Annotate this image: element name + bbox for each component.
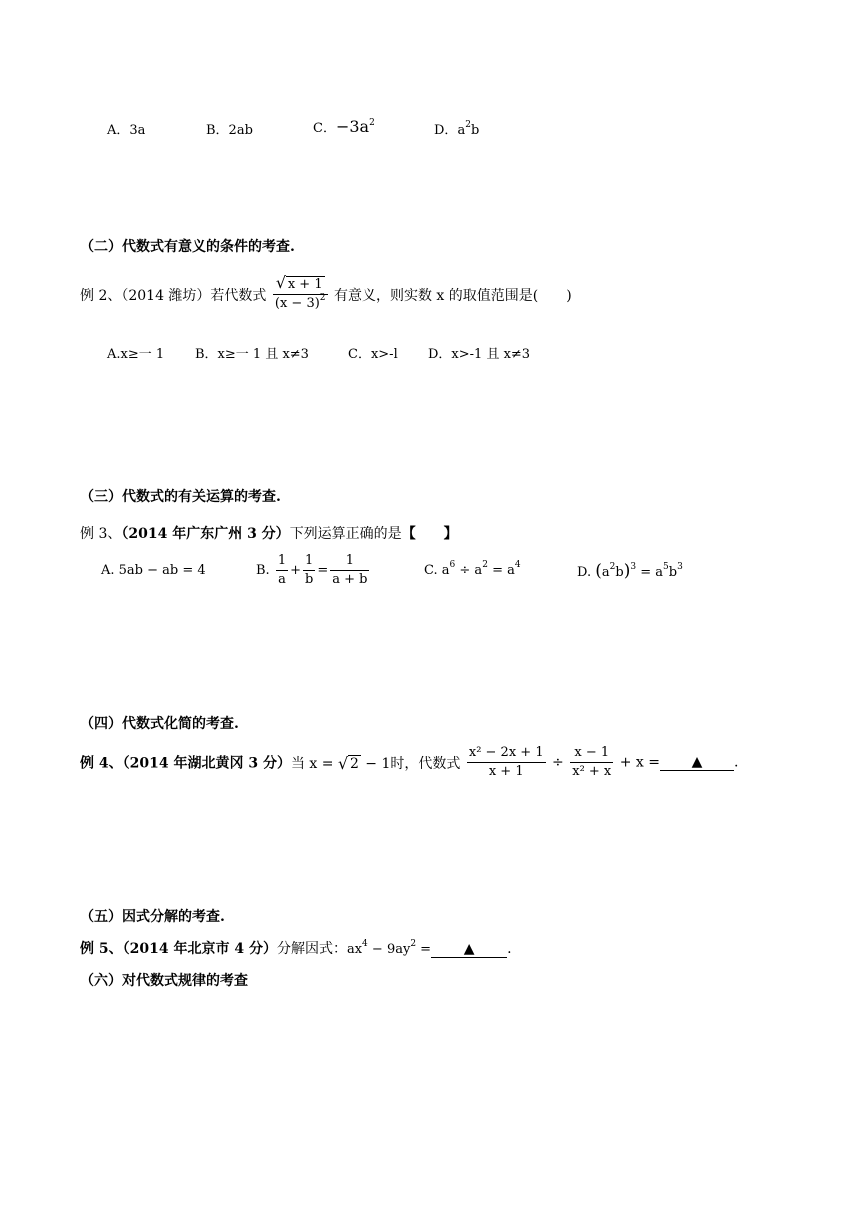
option-a: A.x≥一 1 [107, 347, 165, 362]
example-3: 例 3、（2014 年广东广州 3 分）下列运算正确的是【 】 [80, 526, 458, 542]
section-2-heading: （二）代数式有意义的条件的考查. [80, 239, 295, 255]
option-d: D．$a^2b$ [434, 120, 480, 138]
option-c: C．x>-l [348, 347, 398, 362]
option-d: D．x>-1 且 x≠3 [428, 347, 531, 362]
option-a: A. 5ab − ab = 4 [101, 563, 206, 578]
answer-blank[interactable]: ▲ [431, 941, 507, 958]
example-4: 例 4、（2014 年湖北黄冈 3 分）当 x = √ 2 − 1时，代数式 $\frac{\text{x² − 2x + 1}}{x + 1}$ ÷ $\frac{x - 1}{\text{x² + x}}$ + x = ▲ . [80, 745, 739, 779]
section-3-heading: （三）代数式的有关运算的考查. [80, 489, 281, 505]
example-5: 例 5、（2014 年北京市 4 分）分解因式：$ax^4 - 9ay^2$ = ▲ . [80, 939, 512, 957]
answer-blank[interactable]: ▲ [660, 754, 734, 771]
section-6-heading: （六）对代数式规律的考查 [80, 973, 248, 989]
option-d: D. $(a^2b)^3 = a^5b^3$ [577, 561, 683, 581]
section-5-heading: （五）因式分解的考查. [80, 909, 225, 925]
option-b: B．x≥一 1 且 x≠3 [195, 347, 309, 362]
option-a: A．3a [107, 123, 146, 138]
option-c: C．$-3a^2$ [313, 117, 375, 136]
section-4-heading: （四）代数式化简的考查. [80, 716, 239, 732]
example-2: 例 2、（2014 潍坊）若代数式 √ x + 1 $(x - 3)^2$ 有意义，则实数 x 的取值范围是( ) [80, 276, 572, 314]
example-2-fraction: √ x + 1 $(x - 3)^2$ [274, 273, 326, 311]
option-c: C. $a^6 \div a^2 = a^4$ [424, 560, 521, 578]
fraction-2: $\frac{x - 1}{\text{x² + x}}$ [572, 745, 612, 779]
option-b: B. $\frac{1}{a}$ + $\frac{1}{b}$ = $\frac{1}{a + b}$ [256, 553, 368, 587]
option-b: B．2ab [206, 123, 253, 138]
fraction-1: $\frac{\text{x² − 2x + 1}}{x + 1}$ [468, 745, 544, 779]
